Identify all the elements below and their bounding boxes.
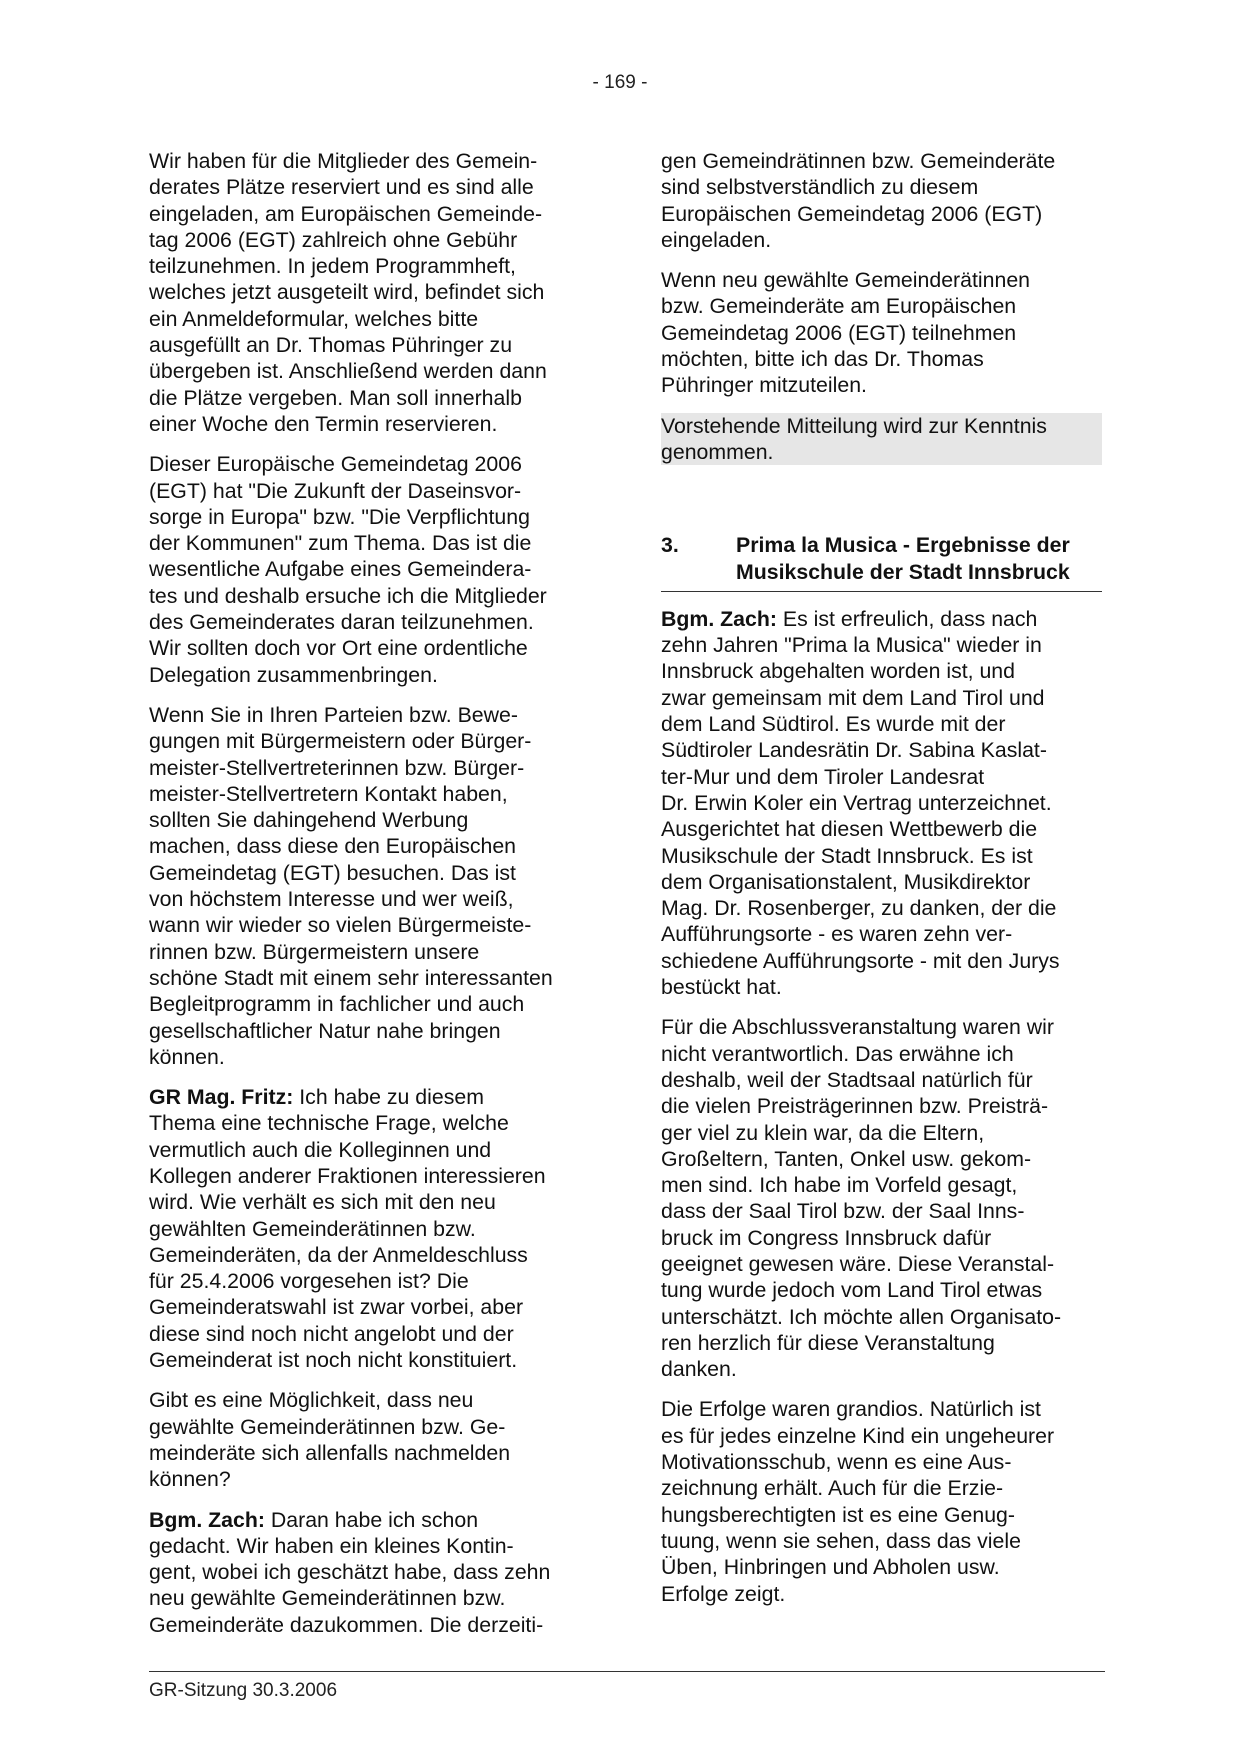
text-line: meister-Stellvertretern Kontakt haben, [149,781,508,806]
text-line: Erfolge zeigt. [661,1581,786,1606]
text-line: Gibt es eine Möglichkeit, dass neu [149,1388,474,1413]
text-line: können? [149,1467,231,1492]
text-line: welches jetzt ausgeteilt wird, befindet sich [149,280,545,305]
paragraph [149,702,589,1070]
text-line: Pühringer mitzuteilen. [661,373,867,398]
text-line: men sind. Ich habe im Vorfeld gesagt, [661,1173,1018,1198]
speaker-name: GR Mag. Fritz: [149,1085,294,1110]
text-line: schöne Stadt mit einem sehr interessanten [149,965,553,990]
text-line: gungen mit Bürgermeistern oder Bürger- [149,729,532,754]
text-line: hungsberechtigten ist es eine Genug- [661,1502,1015,1527]
text-line: zeichnung erhält. Auch für die Erzie- [661,1476,1004,1501]
text-line: Thema eine technische Frage, welche [149,1111,509,1136]
text-line: wird. Wie verhält es sich mit den neu [149,1190,496,1215]
paragraph [661,267,1101,398]
text-line: Wenn Sie in Ihren Parteien bzw. Bewe- [149,702,518,727]
text-line: machen, dass diese den Europäischen [149,834,517,859]
text-line: können. [149,1044,225,1069]
text-line: schiedene Aufführungsorte - mit den Jurys [661,948,1060,973]
text-line: gewählte Gemeinderätinnen bzw. Ge- [149,1414,506,1439]
text-line: tung wurde jedoch vom Land Tirol etwas [661,1278,1043,1303]
text-line: Üben, Hinbringen und Abholen usw. [661,1555,1000,1580]
text-line: Dr. Erwin Koler ein Vertrag unterzeichnet. [661,790,1052,815]
text-line: ren herzlich für diese Veranstaltung [661,1330,995,1355]
text-line: gesellschaftlicher Natur nahe bringen [149,1018,501,1043]
text-line: Die Erfolge waren grandios. Natürlich ist [661,1397,1041,1422]
text-line: tag 2006 (EGT) zahlreich ohne Gebühr [149,227,518,252]
text-line: sind selbstverständlich zu diesem [661,175,979,200]
text-line: ger viel zu klein war, da die Eltern, [661,1120,985,1145]
text-line: teilzunehmen. In jedem Programmheft, [149,254,516,279]
text-line: der Kommunen" zum Thema. Das ist die [149,531,532,556]
paragraph [661,148,1101,253]
text-line: Musikschule der Stadt Innsbruck [736,559,1070,584]
speech-text: Es ist erfreulich, dass nach [776,606,1038,631]
text-line: Wir sollten doch vor Ort eine ordentliche [149,636,528,661]
text-line: von höchstem Interesse und wer weiß, [149,887,514,912]
footer-rule [149,1671,1105,1672]
text-line: Delegation zusammenbringen. [149,662,438,687]
text-line: möchten, bitte ich das Dr. Thomas [661,347,984,372]
text-line: dass der Saal Tirol bzw. der Saal Inns- [661,1199,1025,1224]
text-line: diese sind noch nicht angelobt und der [149,1321,514,1346]
paragraph [149,1507,589,1638]
paragraph [149,1084,589,1373]
paragraph [661,1396,1101,1606]
text-line [661,606,1101,632]
text-line: Motivationsschub, wenn es eine Aus- [661,1450,1012,1475]
text-line: tuung, wenn sie sehen, dass das viele [661,1528,1021,1553]
text-line: vermutlich auch die Kolleginnen und [149,1137,492,1162]
text-line: Begleitprogramm in fachlicher und auch [149,992,525,1017]
left-column [149,148,589,1652]
text-line: Gemeinderäten, da der Anmeldeschluss [149,1242,528,1267]
text-line: es für jedes einzelne Kind ein ungeheurer [661,1423,1055,1448]
text-line: Innsbruck abgehalten worden ist, und [661,659,1015,684]
page-number: - 169 - [592,72,648,93]
text-line: deshalb, weil der Stadtsaal natürlich für [661,1067,1033,1092]
text-line: eingeladen, am Europäischen Gemeinde- [149,201,543,226]
text-line: eingeladen. [661,227,772,252]
text-line: Kollegen anderer Fraktionen interessieren [149,1163,546,1188]
section-number: 3. [661,533,679,558]
text-line: ein Anmeldeformular, welches bitte [149,306,479,331]
section-heading [661,532,1102,592]
text-line: tes und deshalb ersuche ich die Mitglieder [149,583,547,608]
text-line: Ausgerichtet hat diesen Wettbewerb die [661,817,1038,842]
text-line: derates Plätze reserviert und es sind alle [149,175,534,200]
right-top-paragraphs [661,148,1101,399]
text-line: Gemeinderäte dazukommen. Die derzeiti- [149,1612,544,1637]
text-line: Wir haben für die Mitglieder des Gemein- [149,149,538,173]
text-line: Vorstehende Mitteilung wird zur Kenntnis [661,413,1047,438]
text-line: sollten Sie dahingehend Werbung [149,808,469,833]
text-line: Südtiroler Landesrätin Dr. Sabina Kaslat- [661,738,1047,763]
notice-box [661,413,1102,466]
text-line: meister-Stellvertreterinnen bzw. Bürger- [149,755,525,780]
text-line: gen Gemeindrätinnen bzw. Gemeinderäte [661,149,1056,173]
speech-text: Daran habe ich schon [264,1507,479,1532]
text-line: bestückt hat. [661,975,782,1000]
text-line: wann wir wieder so vielen Bürgermeiste- [149,913,532,938]
paragraph [661,1014,1101,1382]
footer-text: GR-Sitzung 30.3.2006 [149,1680,338,1701]
text-line [149,1084,589,1110]
text-line: Gemeindetag 2006 (EGT) teilnehmen [661,320,1017,345]
paragraph [149,148,589,437]
paragraph [149,451,589,688]
paragraph [661,606,1101,1000]
text-line: Für die Abschlussveranstaltung waren wir [661,1015,1054,1040]
text-line: genommen. [661,439,774,464]
text-line: gewählten Gemeinderätinnen bzw. [149,1216,476,1241]
text-line: zwar gemeinsam mit dem Land Tirol und [661,685,1045,710]
text-line: Prima la Musica - Ergebnisse der [736,533,1070,558]
text-line: dem Organisationstalent, Musikdirektor [661,869,1031,894]
text-line: unterschätzt. Ich möchte allen Organisato- [661,1304,1062,1329]
text-line: Wenn neu gewählte Gemeinderätinnen [661,268,1031,293]
speaker-name: Bgm. Zach: [149,1507,265,1532]
right-bottom-paragraphs [661,606,1101,1607]
text-line: neu gewählte Gemeinderätinnen bzw. [149,1586,506,1611]
text-line: Gemeinderat ist noch nicht konstituiert. [149,1348,518,1373]
text-line: danken. [661,1357,737,1382]
text-line: Gemeinderatswahl ist zwar vorbei, aber [149,1295,524,1320]
text-line: gedacht. Wir haben ein kleines Kontin- [149,1533,514,1558]
text-line: bruck im Congress Innsbruck dafür [661,1225,992,1250]
text-line: Europäischen Gemeindetag 2006 (EGT) [661,201,1043,226]
text-line: für 25.4.2006 vorgesehen ist? Die [149,1269,469,1294]
text-line: Musikschule der Stadt Innsbruck. Es ist [661,843,1033,868]
text-line: nicht verantwortlich. Das erwähne ich [661,1041,1014,1066]
text-line: wesentliche Aufgabe eines Gemeindera- [149,557,532,582]
text-line: die vielen Preisträgerinnen bzw. Preisträ- [661,1094,1049,1119]
text-line: zehn Jahren "Prima la Musica" wieder in [661,633,1042,658]
text-line: einer Woche den Termin reservieren. [149,411,498,436]
text-line: übergeben ist. Anschließend werden dann [149,359,547,384]
text-line: des Gemeinderates daran teilzunehmen. [149,610,534,635]
text-line: sorge in Europa" bzw. "Die Verpflichtung [149,504,530,529]
speech-text: Ich habe zu diesem [293,1085,484,1110]
text-line: (EGT) hat "Die Zukunft der Daseinsvor- [149,478,522,503]
text-line: Aufführungsorte - es waren zehn ver- [661,922,1013,947]
text-line: geeignet gewesen wäre. Diese Veranstal- [661,1251,1055,1276]
text-line: Dieser Europäische Gemeindetag 2006 [149,452,522,477]
text-line: ausgefüllt an Dr. Thomas Pühringer zu [149,333,513,358]
right-column [661,148,1101,1621]
text-line [149,1507,589,1533]
text-line: bzw. Gemeinderäte am Europäischen [661,294,1017,319]
text-line: Großeltern, Tanten, Onkel usw. gekom- [661,1146,1032,1171]
text-line: gent, wobei ich geschätzt habe, dass zehn [149,1560,551,1585]
text-line: die Plätze vergeben. Man soll innerhalb [149,385,522,410]
section-title [736,532,1070,585]
paragraph [149,1387,589,1492]
text-line: Mag. Dr. Rosenberger, zu danken, der die [661,896,1057,921]
text-line: ter-Mur und dem Tiroler Landesrat [661,764,985,789]
text-line: rinnen bzw. Bürgermeistern unsere [149,939,480,964]
text-line: Gemeindetag (EGT) besuchen. Das ist [149,860,516,885]
speaker-name: Bgm. Zach: [661,606,777,631]
text-line: dem Land Südtirol. Es wurde mit der [661,712,1006,737]
text-line: meinderäte sich allenfalls nachmelden [149,1440,511,1465]
